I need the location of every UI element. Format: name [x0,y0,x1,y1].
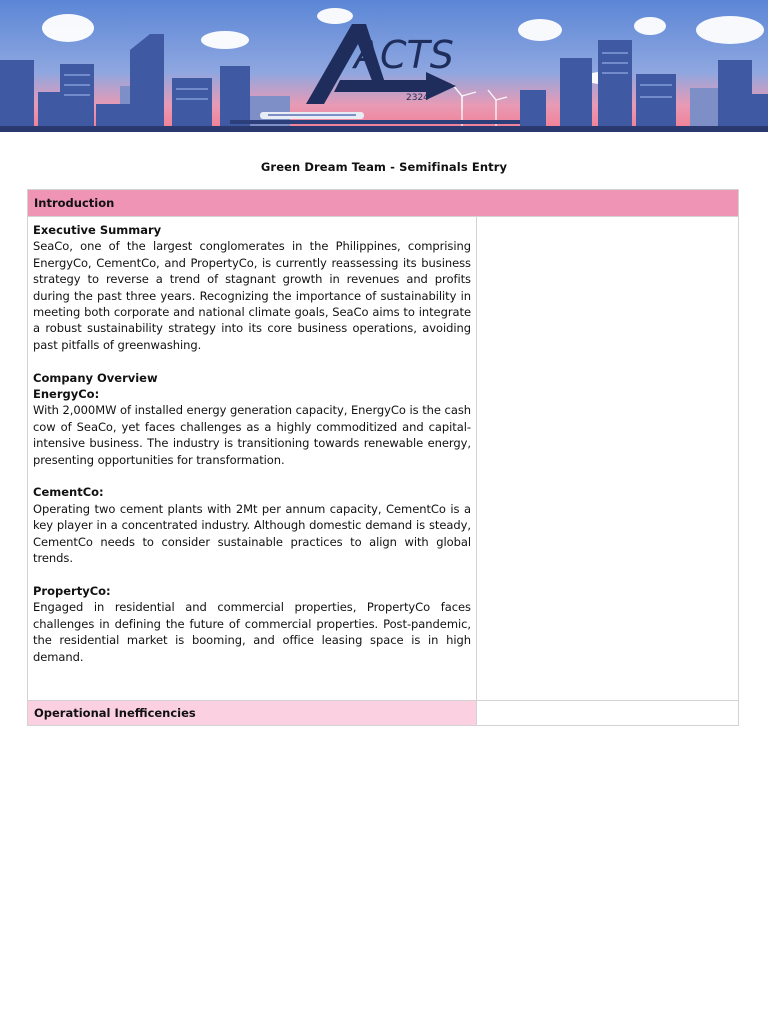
content-table [27,189,739,726]
operational-notes-cell [477,701,739,726]
logo-text: ACTS [354,33,454,77]
introduction-body-row [28,217,739,701]
logo-year: 2324 [406,93,429,103]
executive-summary-heading: Executive Summary [33,223,162,237]
cementco-text: Operating two cement plants with 2Mt per annum capacity, CementCo is a key player in a concentrated industry. Although domestic demand is steady, CementCo needs to consider sustainable practices to align with global trends. [33,501,471,566]
cementco-heading: CementCo: [33,485,104,500]
header-banner [0,0,768,132]
company-overview-heading: Company Overview [33,370,158,385]
propertyco-heading: PropertyCo: [33,583,111,598]
document-title: Green Dream Team - Semifinals Entry [260,160,508,174]
introduction-header-row [28,190,739,217]
introduction-text-cell [28,217,477,701]
energyco-text: With 2,000MW of installed energy generation capacity, EnergyCo is the cash cow of SeaCo, yet faces challenges as a highly commoditized and capital-intensive business. The industry is transitioning towards renewable energy, presenting opportunities for transformation. [33,403,471,467]
propertyco-text: Engaged in residential and commercial properties, PropertyCo faces challenges in defining the future of commercial properties. Post-pandemic, the residential market is booming, and office leasing space is in high demand. [33,600,471,664]
executive-summary-text: SeaCo, one of the largest conglomerates in the Philippines, comprising EnergyCo, CementCo, and PropertyCo, is currently reassessing its business strategy to reverse a trend of stagnant growth in revenues and profits during the past three years. Recognizing the importance of sustainability in meeting both corporate and national climate goals, SeaCo aims to integrate a robust sustainability strategy into its core business operations, avoiding past pitfalls of greenwashing. [33,239,471,352]
operational-inefficiencies-heading: Operational Inefficencies [28,701,477,726]
introduction-heading: Introduction [28,190,739,217]
acts-logo [306,16,466,108]
operational-header-row [28,701,739,726]
introduction-notes-cell [477,217,739,701]
energyco-heading: EnergyCo: [33,387,100,402]
